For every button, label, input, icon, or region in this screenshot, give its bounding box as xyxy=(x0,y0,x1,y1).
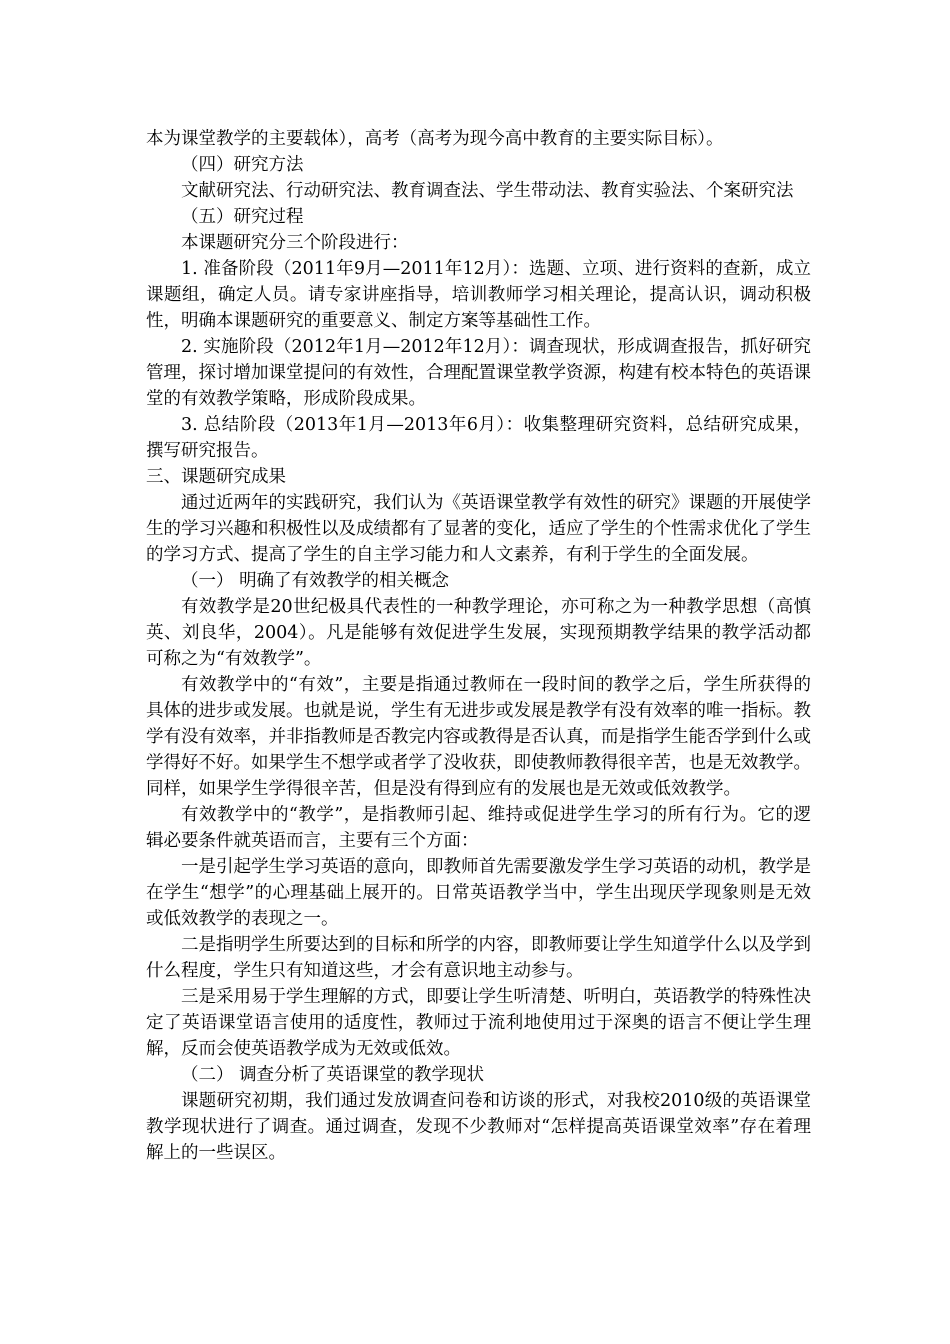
section-heading-results: 三、课题研究成果 xyxy=(146,467,286,487)
subheading-research-method: （四）研究方法 xyxy=(181,155,304,175)
subheading-survey: （二） 调查分析了英语课堂的教学现状 xyxy=(181,1065,485,1085)
paragraph-stage-1: 1. 准备阶段（2011年9月—2011年12月）：选题、立项、进行资料的查新，成立课题组，确定人员。请专家讲座指导，培训教师学习相关理论，提高认识，调动积极性，明确本课题研究的重要意义、制定方案等基础性工作。 xyxy=(146,259,811,331)
document-body xyxy=(146,126,811,1166)
paragraph-stages-intro: 本课题研究分三个阶段进行： xyxy=(181,233,409,253)
subheading-research-process: （五）研究过程 xyxy=(181,207,304,227)
paragraph-point-3: 三是采用易于学生理解的方式，即要让学生听清楚、听明白，英语教学的特殊性决定了英语课堂语言使用的适度性，教师过于流利地使用过于深奥的语言不便让学生理解，反而会使英语教学成为无效或低效。 xyxy=(146,987,811,1059)
paragraph-point-2: 二是指明学生所要达到的目标和所学的内容，即教师要让学生知道学什么以及学到什么程度，学生只有知道这些，才会有意识地主动参与。 xyxy=(146,935,811,981)
paragraph-methods: 文献研究法、行动研究法、教育调查法、学生带动法、教育实验法、个案研究法 xyxy=(181,181,794,201)
paragraph-effective-teaching: 有效教学是20世纪极具代表性的一种教学理论，亦可称之为一种教学思想（高慎英、刘良华，2004）。凡是能够有效促进学生发展，实现预期教学结果的教学活动都可称之为“有效教学”。 xyxy=(146,597,811,669)
paragraph-continued: 本为课堂教学的主要载体），高考（高考为现今高中教育的主要实际目标）。 xyxy=(146,129,724,149)
paragraph-results-summary: 通过近两年的实践研究，我们认为《英语课堂教学有效性的研究》课题的开展使学生的学习兴趣和积极性以及成绩都有了显著的变化，适应了学生的个性需求优化了学生的学习方式、提高了学生的自主学习能力和人文素养，有利于学生的全面发展。 xyxy=(146,493,811,565)
paragraph-effective-meaning: 有效教学中的“有效”，主要是指通过教师在一段时间的教学之后，学生所获得的具体的进步或发展。也就是说，学生有无进步或发展是教学有没有效率的唯一指标。教学有没有效率，并非指教师是否教完内容或教得是否认真，而是指学生能否学到什么或学得好不好。如果学生不想学或者学了没收获，即使教师教得很辛苦，也是无效教学。同样，如果学生学得很辛苦，但是没有得到应有的发展也是无效或低效教学。 xyxy=(146,675,811,799)
paragraph-teaching-meaning: 有效教学中的“教学”，是指教师引起、维持或促进学生学习的所有行为。它的逻辑必要条件就英语而言，主要有三个方面： xyxy=(146,805,811,851)
paragraph-stage-2: 2. 实施阶段（2012年1月—2012年12月）：调查现状，形成调查报告，抓好研究管理，探讨增加课堂提问的有效性，合理配置课堂教学资源，构建有校本特色的英语课堂的有效教学策略，形成阶段成果。 xyxy=(146,337,811,409)
subheading-concepts: （一） 明确了有效教学的相关概念 xyxy=(181,571,450,591)
paragraph-stage-3: 3. 总结阶段（2013年1月—2013年6月）：收集整理研究资料，总结研究成果，撰写研究报告。 xyxy=(146,415,811,461)
paragraph-survey: 课题研究初期，我们通过发放调查问卷和访谈的形式，对我校2010级的英语课堂教学现状进行了调查。通过调查，发现不少教师对“怎样提高英语课堂效率”存在着理解上的一些误区。 xyxy=(146,1091,811,1163)
paragraph-point-1: 一是引起学生学习英语的意向，即教师首先需要激发学生学习英语的动机，教学是在学生“想学”的心理基础上展开的。日常英语教学当中，学生出现厌学现象则是无效或低效教学的表现之一。 xyxy=(146,857,811,929)
